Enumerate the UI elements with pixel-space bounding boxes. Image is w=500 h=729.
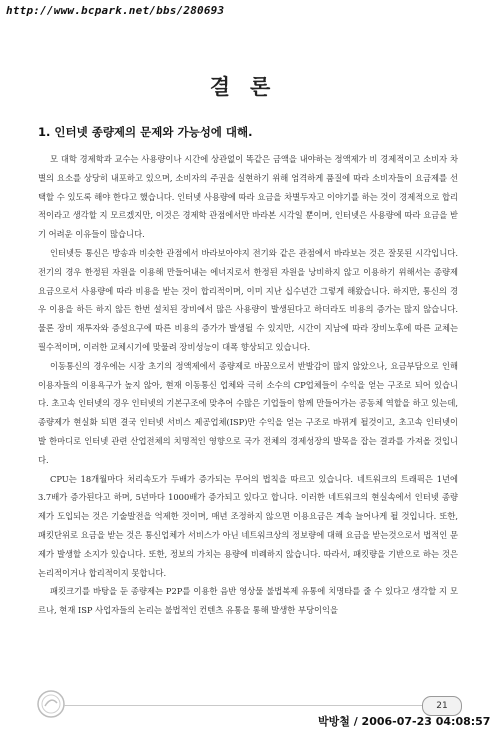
body-text [38,150,458,620]
paragraph: CPU는 18개월마다 처리속도가 두배가 증가되는 무어의 법칙을 따르고 있습니다. 네트워크의 트래픽은 1년에 3.7배가 증가된다고 하며, 5년마다 1000배가 증가되고 있다고 합니다. 이러한 네트워크의 현실속에서 인터넷 종량제가 도입되는 것은 기술발전을 억제한 것이며, 매년 조정하지 않으면 이용요금은 계속 늘어나게 될 것입니다. 또한, 패킷단위로 요금을 받는 것은 통신업체가 서비스가 아닌 네트워크상의 정보량에 대해 요금을 받는것으로서 법적인 문제가 발생할 소지가 있습니다. 또한, 정보의 가치는 용량에 비례하지 않습니다. 따라서, 패킷량을 기반으로 하는 것은 논리적이거나 합리적이지 못합니다. [38,473,458,578]
watermark-text: 박방철 / 2006-07-23 04:08:57 [318,715,491,728]
section-heading: 1. 인터넷 종량제의 문제와 가능성에 대해. [38,125,253,139]
paragraph: 이동통신의 경우에는 시장 초기의 정액제에서 종량제로 바꿈으로서 반발감이 많지 않았으나, 요금부담으로 인해 이용자들의 이용욕구가 높지 않아, 현재 이동통신 업체와 극히 소수의 CP업체들이 수익을 얻는 구조로 되어 있습니다. 초고속 인터넷의 경우 인터넷의 기본구조에 맞추어 수많은 기업들이 함께 만들어가는 공동체 역할을 하고 있는데, 종량제가 현실화 되면 결국 인터넷 서비스 제공업체(ISP)만 수익을 얻는 구조로 바뀌게 될것이고, 초고속 인터넷이 발 한마디로 인터넷 관련 산업전체의 치명적인 영향으로 국가 전체의 경제성장의 발목을 잡는 결과를 가져올 것입니다. [38,360,458,465]
page-number: 21 [422,696,462,716]
page-title: 결론 [209,74,291,99]
paragraph: 인터넷등 통신은 방송과 비슷한 관점에서 바라보아야지 전기와 같은 관점에서 바라보는 것은 잘못된 시각입니다. 전기의 경우 한정된 자원을 이용해 만들어내는 에너지로서 한정된 자원을 낭비하지 않고 이용하기 위해서는 종량제 요금으로서 사용량에 따라 비용을 받는 것이 합리적이며, 이미 지난 십수년간 그렇게 해왔습니다. 하지만, 통신의 경우 이용을 하든 하지 않든 한번 설치된 장비에서 많은 사용량이 발생된다고 하더라도 비용의 증가는 많지 않습니다. 물론 장비 재투자와 증설요구에 따른 비용의 증가가 발생될 수 있지만, 시간이 지남에 따라 장비노후에 따른 교체는 필수적이며, 이러한 교체시기에 맞물려 장비성능이 대폭 향상되고 있습니다. [38,247,458,352]
paragraph: 모 대학 경제학과 교수는 사용량이나 시간에 상관없이 똑같은 금액을 내야하는 정액제가 비 경제적이고 소비자 차별의 요소를 상당히 내포하고 있으며, 소비자의 주권을 실현하기 위해 엄격하게 품질에 따라 소비자들이 요금제를 선택할 수 있도록 해야 한다고 했습니다. 인터넷 사용량에 따라 요금을 차별두자고 이야기를 하는 것이 경제적으로 합리적이라고 생각할 지 모르겠지만, 이것은 경제학 관점에서만 바라본 시각일 뿐이며, 인터넷은 사용량에 따라 요금을 받기 어려운 이유들이 많습니다. [38,154,458,240]
footer-rule [64,705,422,706]
paragraph: 패킷크기를 바탕을 둔 종량제는 P2P를 이용한 음반 영상물 불법복제 유통에 치명타를 줄 수 있다고 생각할 지 모르나, 현재 ISP 사업자들의 논리는 불법적인 컨텐츠 유통을 통해 발생한 부당이익을 [38,586,458,616]
circular-logo-icon [36,689,66,719]
header-url: http://www.bcpark.net/bbs/280693 [6,4,225,17]
